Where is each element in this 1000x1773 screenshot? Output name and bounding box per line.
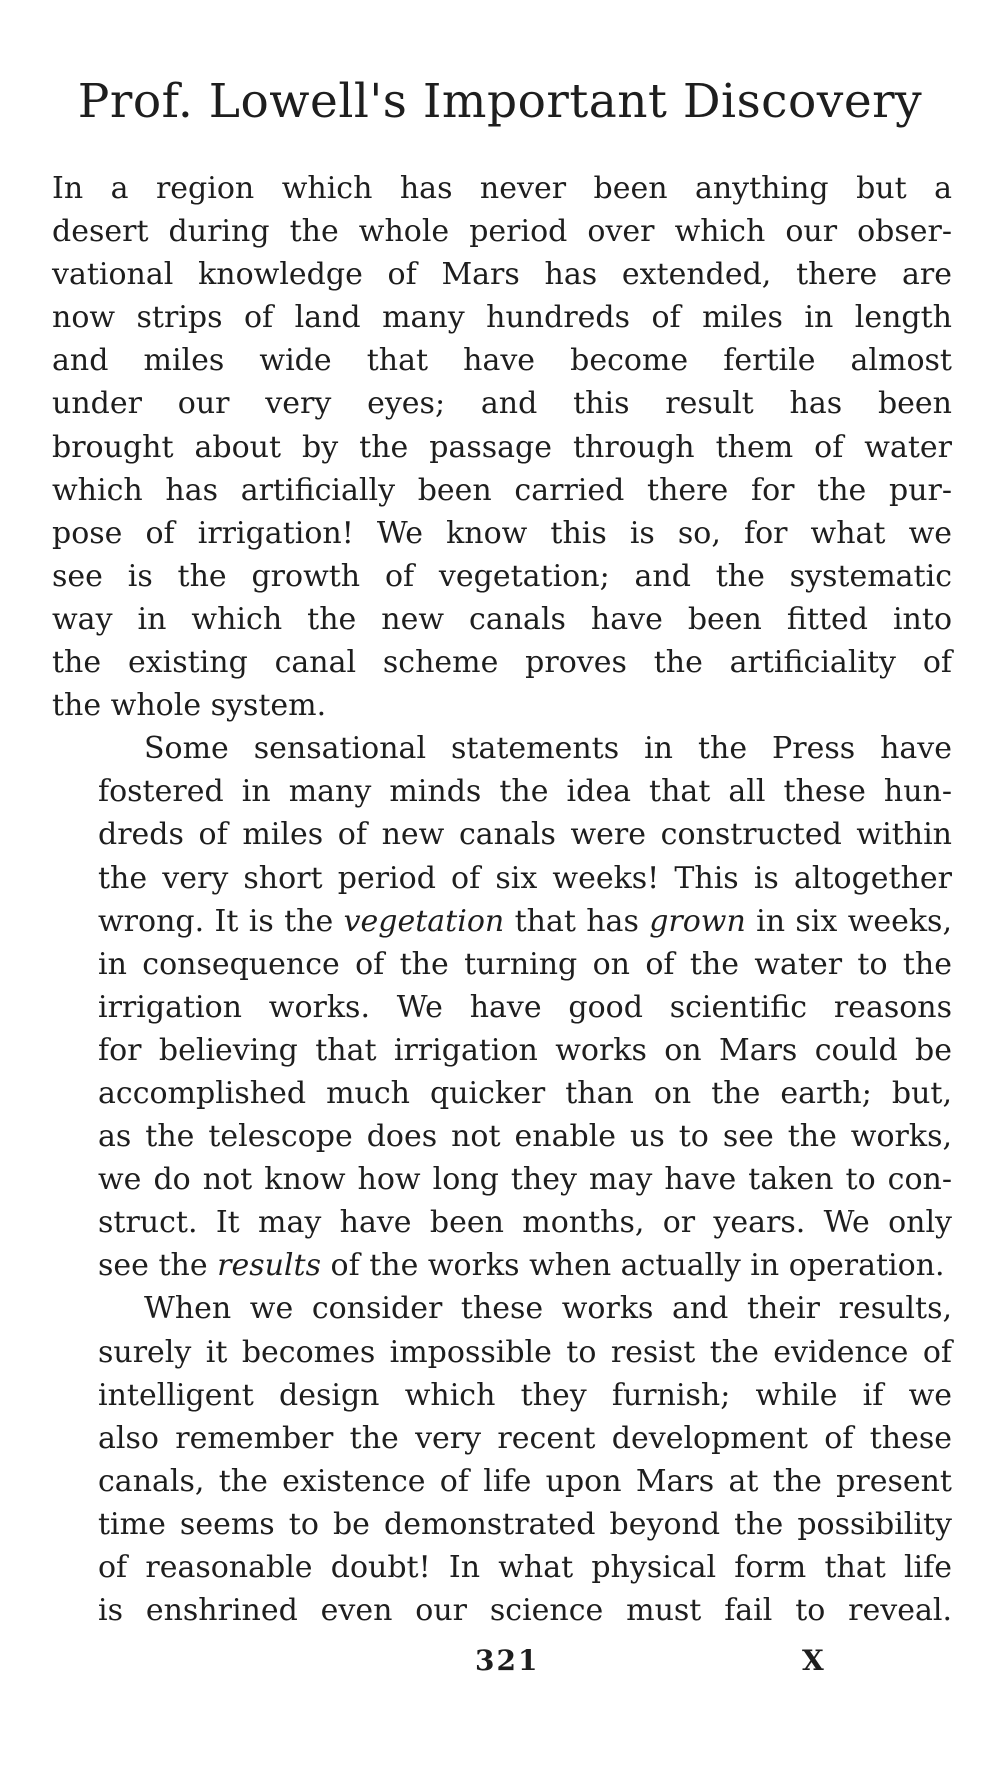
text-line: which has artificially been carried there for the pur- xyxy=(52,472,952,508)
text-line: desert during the whole period over which our obser- xyxy=(52,214,952,250)
text-line: Some sensational statements in the Press have xyxy=(144,731,952,767)
text-line: vational knowledge of Mars has extended, there are xyxy=(52,257,952,293)
text-line: is enshrined even our science must fail to reveal. xyxy=(98,1593,952,1629)
text-line: we do not know how long they may have taken to con- xyxy=(98,1162,952,1198)
text-line: In a region which has never been anything but a xyxy=(52,171,952,206)
text-run: see the xyxy=(98,1248,218,1284)
text-line: the whole system. xyxy=(52,688,327,724)
text-line: pose of irrigation! We know this is so, for what we xyxy=(52,515,952,551)
page-number: 321 xyxy=(475,1644,540,1677)
text-line: also remember the very recent development of these xyxy=(98,1420,952,1456)
italic-word: vegetation xyxy=(343,903,505,939)
text-line: now strips of land many hundreds of miles in length xyxy=(52,300,952,336)
text-line: and miles wide that have become fertile almost xyxy=(52,343,952,379)
text-line: of reasonable doubt! In what physical form that life xyxy=(98,1550,952,1585)
text-run: in six weeks, xyxy=(745,903,952,939)
text-line: dreds of miles of new canals were constructed within xyxy=(98,817,952,853)
text-line: time seems to be demonstrated beyond the possibility xyxy=(98,1506,952,1542)
text-line: surely it becomes impossible to resist the evidence of xyxy=(98,1334,952,1370)
text-line: When we consider these works and their results, xyxy=(144,1291,952,1327)
text-line: intelligent design which they furnish; while if we xyxy=(98,1377,952,1413)
text-line: canals, the existence of life upon Mars at the present xyxy=(98,1463,952,1499)
text-run: wrong. It is the xyxy=(98,903,344,939)
italic-word: grown xyxy=(649,903,746,939)
text-line: way in which the new canals have been fitted into xyxy=(52,601,952,637)
signature-mark: X xyxy=(802,1644,824,1677)
text-line: the very short period of six weeks! This is altogether xyxy=(98,860,952,896)
text-run: that has xyxy=(504,903,650,939)
text-line: irrigation works. We have good scientific reasons xyxy=(98,989,952,1025)
text-line: the existing canal scheme proves the artificiality of xyxy=(52,645,952,681)
text-line: brought about by the passage through them of water xyxy=(52,429,952,465)
text-line: as the telescope does not enable us to see the works, xyxy=(98,1119,952,1155)
page-footer xyxy=(0,1644,1000,1684)
text-line-with-italics xyxy=(52,900,952,943)
text-line: accomplished much quicker than on the earth; but, xyxy=(98,1075,952,1111)
italic-word: results xyxy=(217,1248,321,1284)
text-line-with-italics xyxy=(52,1244,952,1287)
text-line: in consequence of the turning on of the water to the xyxy=(98,946,952,982)
paragraph-2 xyxy=(52,727,952,1287)
text-line: struct. It may have been months, or years. We only xyxy=(98,1205,952,1241)
running-head: Prof. Lowell's Important Discovery xyxy=(77,74,923,129)
text-line: see is the growth of vegetation; and the systematic xyxy=(52,558,952,594)
paragraph-1 xyxy=(52,167,952,727)
text-line: fostered in many minds the idea that all these hun- xyxy=(98,774,952,810)
paragraph-3 xyxy=(52,1287,952,1632)
body-text xyxy=(52,167,952,1632)
text-run: of the works when actually in operation. xyxy=(320,1248,945,1284)
text-line: under our very eyes; and this result has been xyxy=(52,386,952,422)
text-line: for believing that irrigation works on Mars could be xyxy=(98,1032,952,1068)
